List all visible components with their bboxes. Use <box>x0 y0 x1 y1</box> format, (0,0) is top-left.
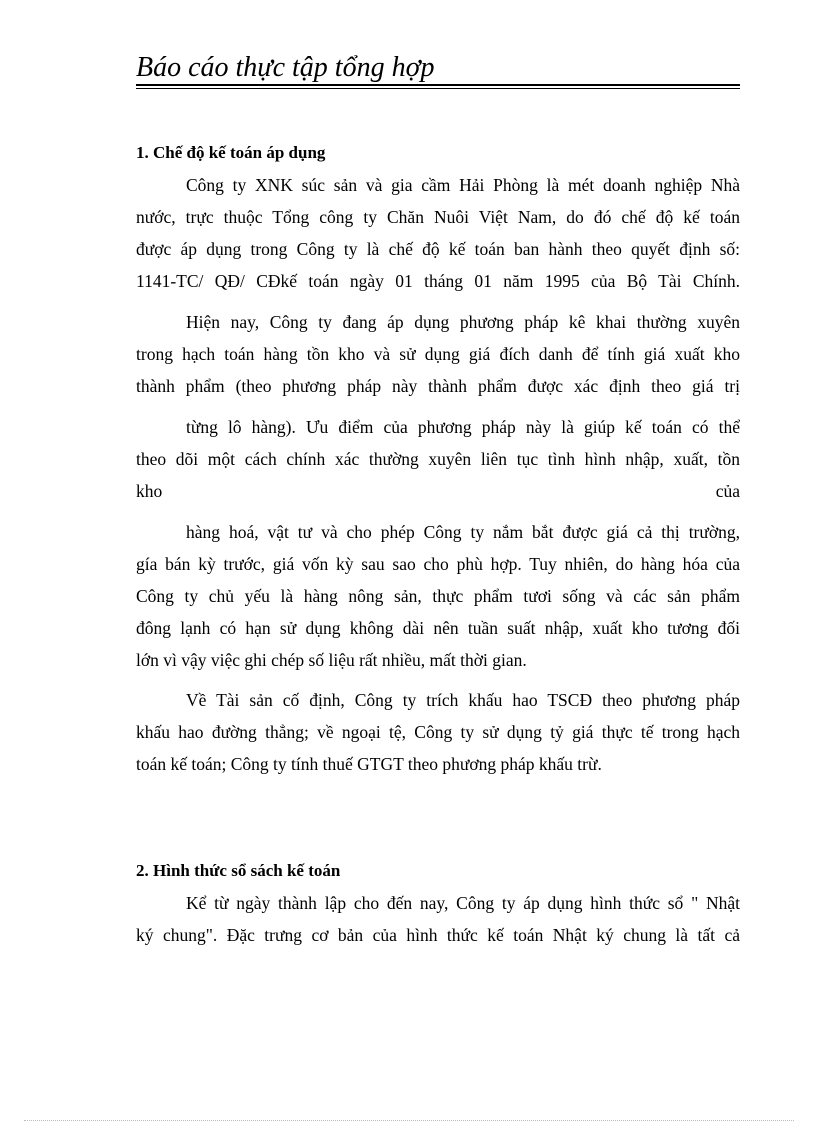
paragraph-line: Kể từ ngày thành lập cho đến nay, Công ty áp dụng hình thức sổ " Nhật <box>186 893 740 913</box>
paragraph-line: hàng hoá, vật tư và cho phép Công ty nắm bắt được giá cả thị trường, <box>186 522 740 542</box>
paragraph-line: đông lạnh có hạn sử dụng không dài nên tuần suất nhập, xuất kho tương đối <box>136 618 740 638</box>
header-title: Báo cáo thực tập tổng hợp <box>136 52 435 83</box>
paragraph-line: toán kế toán; Công ty tính thuế GTGT theo phương pháp khấu trừ. <box>136 754 602 774</box>
paragraph-line: khấu hao đường thẳng; về ngoại tệ, Công ty sử dụng tỷ giá thực tế trong hạch <box>136 722 740 742</box>
section-1-heading: 1. Chế độ kế toán áp dụng <box>136 143 326 162</box>
paragraph-line: lớn vì vậy việc ghi chép số liệu rất nhiều, mất thời gian. <box>136 650 527 670</box>
footer-rule <box>24 1120 794 1121</box>
paragraph-line: gía bán kỳ trước, giá vốn kỳ sau sao cho phù hợp. Tuy nhiên, do hàng hóa của <box>136 554 740 574</box>
paragraph-line: Công ty XNK súc sản và gia cầm Hải Phòng là mét doanh nghiệp Nhà <box>186 175 740 195</box>
paragraph-line: thành phẩm (theo phương pháp này thành phẩm được xác định theo giá trị <box>136 376 740 396</box>
section-2-heading: 2. Hình thức sổ sách kế toán <box>136 861 341 880</box>
paragraph-line: ký chung". Đặc trưng cơ bản của hình thức kế toán Nhật ký chung là tất cả <box>136 925 740 945</box>
paragraph-line: trong hạch toán hàng tồn kho và sử dụng giá đích danh để tính giá xuất kho <box>136 344 740 364</box>
paragraph-line: được áp dụng trong Công ty là chế độ kế toán ban hành theo quyết định số: <box>136 239 740 259</box>
paragraph-word: kho <box>136 481 163 501</box>
paragraph-line: từng lô hàng). Ưu điểm của phương pháp này là giúp kế toán có thể <box>186 417 740 437</box>
paragraph-line: Về Tài sản cố định, Công ty trích khấu hao TSCĐ theo phương pháp <box>186 690 740 710</box>
paragraph-line: 1141-TC/ QĐ/ CĐkế toán ngày 01 tháng 01 năm 1995 của Bộ Tài Chính. <box>136 271 740 291</box>
paragraph-word: của <box>715 481 740 501</box>
paragraph-line: theo dõi một cách chính xác thường xuyên liên tục tình hình nhập, xuất, tồn <box>136 449 740 469</box>
paragraph-line-split <box>136 480 740 502</box>
paragraph-line: Hiện nay, Công ty đang áp dụng phương pháp kê khai thường xuyên <box>186 312 740 332</box>
header-rule <box>136 84 740 89</box>
paragraph-line: Công ty chủ yếu là hàng nông sản, thực phẩm tươi sống và các sản phẩm <box>136 586 740 606</box>
paragraph-line: nước, trực thuộc Tổng công ty Chăn Nuôi Việt Nam, do đó chế độ kế toán <box>136 207 740 227</box>
